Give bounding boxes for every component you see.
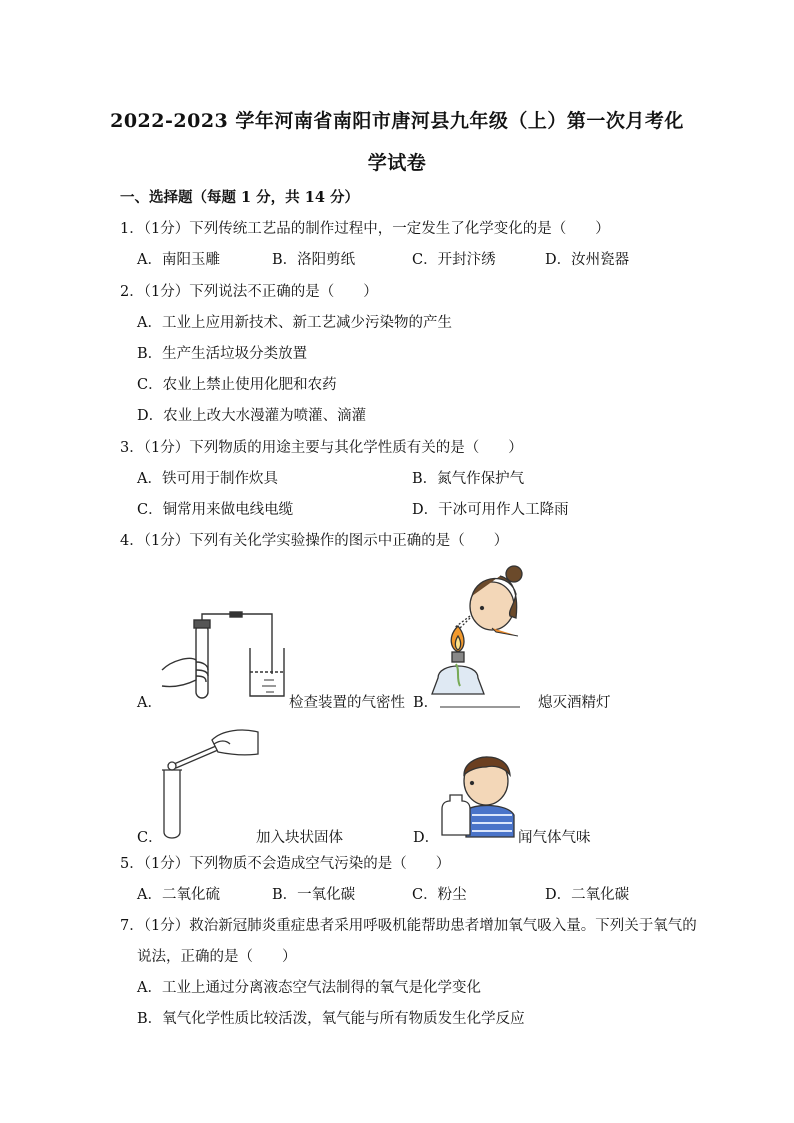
- blow-out-alcohol-lamp-figure: [430, 566, 534, 706]
- q4-option-c-caption: 加入块状固体: [256, 830, 343, 846]
- q4-option-c-letter: C．: [137, 830, 163, 846]
- section-heading: 一、选择题（每题 1 分，共 14 分）: [120, 189, 359, 206]
- add-solid-figure: [160, 722, 260, 840]
- exam-title-line-1: 2022-2023 学年河南省南阳市唐河县九年级（上）第一次月考化: [110, 110, 684, 132]
- q2-option-c: C．农业上禁止使用化肥和农药: [137, 377, 337, 393]
- question-3-stem: 3．（1分）下列物质的用途主要与其化学性质有关的是（ ）: [120, 440, 523, 456]
- q3-option-b: B．氮气作保护气: [412, 471, 525, 487]
- question-7-stem-line-1: 7．（1分）救治新冠肺炎重症患者采用呼吸机能帮助患者增加氧气吸入量。下列关于氧气的: [120, 918, 697, 934]
- q4-option-a-caption: 检查装置的气密性: [289, 695, 405, 711]
- airtightness-check-figure: [160, 612, 290, 704]
- q1-option-d: D．汝州瓷器: [545, 252, 630, 268]
- q7-option-a: A．工业上通过分离液态空气法制得的氧气是化学变化: [137, 980, 481, 996]
- q5-option-b: B．一氧化碳: [272, 887, 356, 903]
- q5-option-a: A．二氧化硫: [137, 887, 220, 903]
- q1-option-b: B．洛阳剪纸: [272, 252, 356, 268]
- question-7-stem-line-2: 说法，正确的是（ ）: [137, 949, 297, 965]
- question-5-stem: 5．（1分）下列物质不会造成空气污染的是（ ）: [120, 856, 451, 872]
- q1-option-c: C．开封汴绣: [412, 252, 496, 268]
- q4-option-b-letter: B．: [413, 695, 439, 711]
- q7-option-b: B．氧气化学性质比较活泼，氧气能与所有物质发生化学反应: [137, 1011, 525, 1027]
- q4-option-d-letter: D．: [413, 830, 440, 846]
- smell-gas-figure: [438, 745, 516, 837]
- q2-option-a: A．工业上应用新技术、新工艺减少污染物的产生: [137, 315, 452, 331]
- question-2-stem: 2．（1分）下列说法不正确的是（ ）: [120, 284, 378, 300]
- q2-option-d: D．农业上改大水漫灌为喷灌、滴灌: [137, 408, 367, 424]
- exam-title-line-2: 学试卷: [367, 152, 427, 174]
- q4-option-b-caption: 熄灭酒精灯: [538, 695, 611, 711]
- q2-option-b: B．生产生活垃圾分类放置: [137, 346, 308, 362]
- q3-option-a: A．铁可用于制作炊具: [137, 471, 278, 487]
- q1-option-a: A．南阳玉雕: [137, 252, 220, 268]
- q4-option-d-caption: 闻气体气味: [518, 830, 591, 846]
- q4-option-a-letter: A．: [137, 695, 162, 711]
- option-b-blank-line: [440, 706, 520, 708]
- question-1-stem: 1．（1分）下列传统工艺品的制作过程中，一定发生了化学变化的是（ ）: [120, 221, 610, 237]
- q3-option-d: D．干冰可用作人工降雨: [412, 502, 569, 518]
- q5-option-d: D．二氧化碳: [545, 887, 630, 903]
- question-4-stem: 4．（1分）下列有关化学实验操作的图示中正确的是（ ）: [120, 533, 509, 549]
- q5-option-c: C．粉尘: [412, 887, 467, 903]
- q3-option-c: C．铜常用来做电线电缆: [137, 502, 294, 518]
